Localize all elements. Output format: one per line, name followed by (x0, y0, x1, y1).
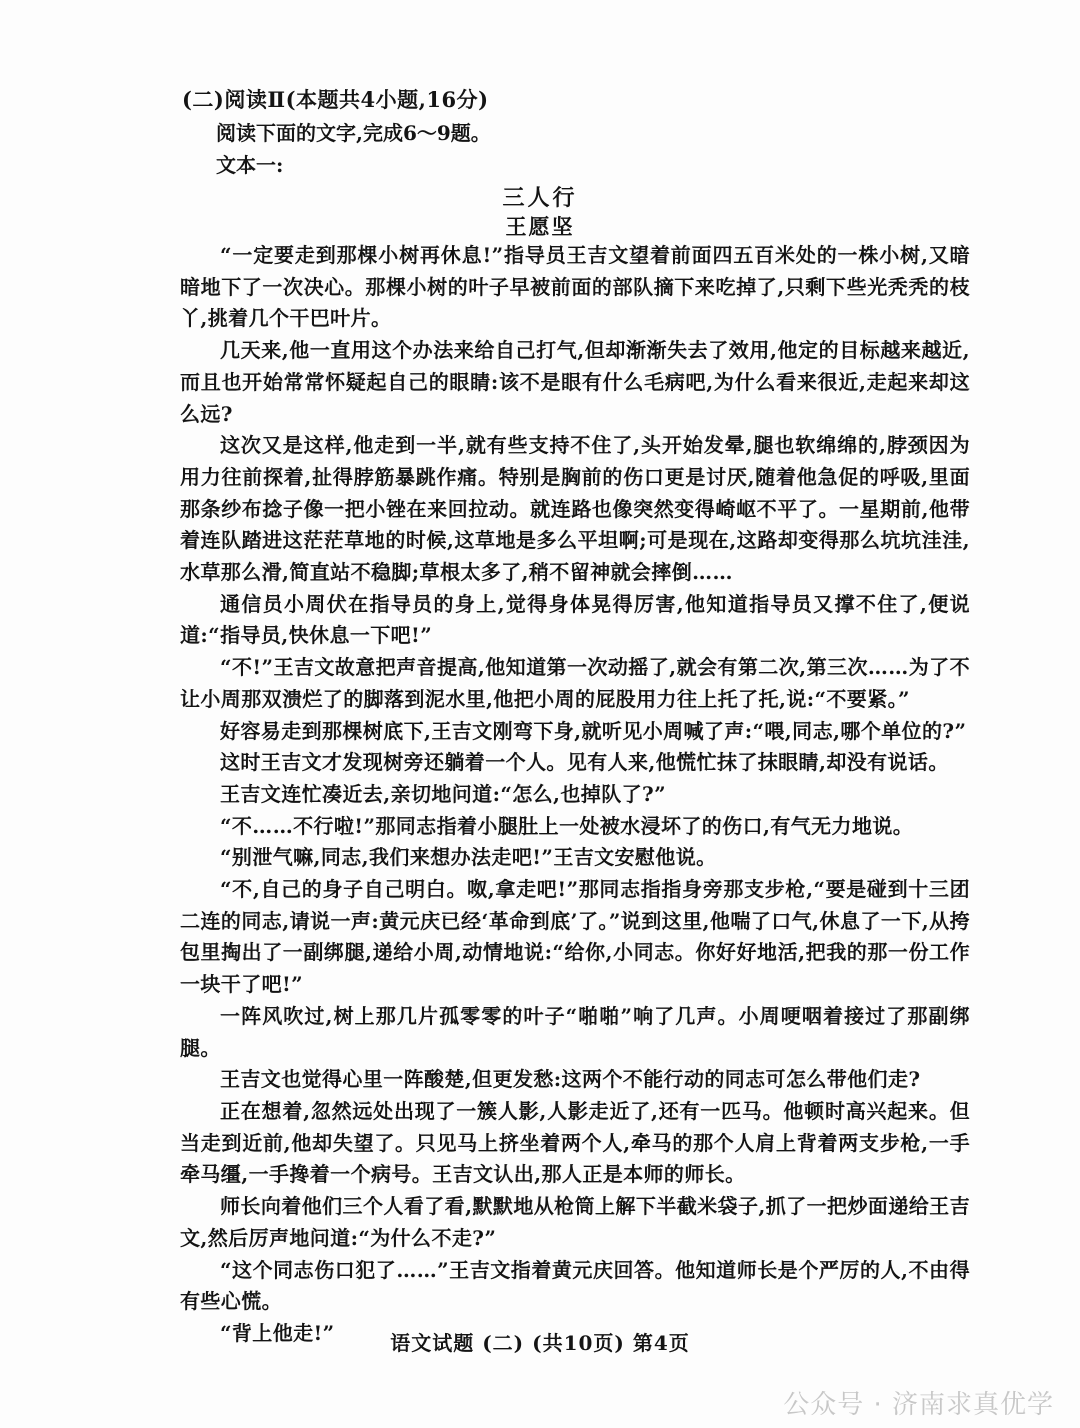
story-paragraph: “这个同志伤口犯了……”王吉文指着黄元庆回答。他知道师长是个严厉的人,不由得有些心慌。 (180, 1257, 970, 1314)
story-paragraph: “不!”王吉文故意把声音提高,他知道第一次动摇了,就会有第二次,第三次……为了不让小周那双溃烂了的脚落到泥水里,他把小周的屁股用力往上托了托,说:“不要紧。” (180, 655, 970, 711)
story-paragraph: 正在想着,忽然远处出现了一簇人影,人影走近了,还有一匹马。他顿时高兴起来。但当走到近前,他却失望了。只见马上挤坐着两个人,牵马的那个人肩上背着两支步枪,一手牵马缰,一手搀着一个病号。王吉文认出,那人正是本师的师长。 (180, 1098, 970, 1187)
reading-instruction: 阅读下面的文字,完成6～9题。 (216, 121, 491, 145)
story-author: 王愿坚 (505, 214, 575, 239)
story-paragraph: “别泄气嘛,同志,我们来想办法走吧!”王吉文安慰他说。 (220, 845, 717, 870)
story-paragraph: 师长向着他们三个人看了看,默默地从枪筒上解下半截米袋子,抓了一把炒面递给王吉文,然后厉声地问道:“为什么不走?” (180, 1194, 971, 1250)
story-paragraph: “不,自己的身子自己明白。呶,拿走吧!”那同志指指身旁那支步枪,“要是碰到十三团二连的同志,请说一声:黄元庆已经‘革命到底’了。”说到这里,他喘了口气,休息了一下,从挎包里掏出了一副绑腿,递给小周,动情地说:“给你,小同志。你好好地活,把我的那一份工作一块干了吧!” (180, 877, 970, 997)
story-paragraph: “一定要走到那棵小树再休息!”指导员王吉文望着前面四五百米处的一株小树,又暗暗地下了一次决心。那棵小树的叶子早被前面的部队摘下来吃掉了,只剩下些光秃秃的枝丫,挑着几个干巴叶片。 (180, 243, 970, 331)
story-paragraph: 通信员小周伏在指导员的身上,觉得身体晃得厉害,他知道指导员又撑不住了,便说道:“指导员,快休息一下吧!” (180, 591, 970, 648)
story-paragraph: 这时王吉文才发现树旁还躺着一个人。见有人来,他慌忙抹了抹眼睛,却没有说话。 (220, 750, 949, 775)
story-paragraph: 几天来,他一直用这个办法来给自己打气,但却渐渐失去了效用,他定的目标越来越近,而且也开始常常怀疑起自己的眼睛:该不是眼有什么毛病吧,为什么看来很近,走起来却这么远? (180, 338, 970, 426)
story-paragraph: 一阵风吹过,树上那几片孤零零的叶子“啪啪”响了几声。小周哽咽着接过了那副绑腿。 (180, 1003, 970, 1060)
story-title: 三人行 (502, 185, 578, 211)
story-paragraph: 王吉文连忙凑近去,亲切地问道:“怎么,也掉队了?” (220, 781, 667, 806)
watermark: 公众号 · 济南求真优学 (783, 1390, 1054, 1420)
story-paragraph: “不……不行啦!”那同志指着小腿肚上一处被水浸坏了的伤口,有气无力地说。 (220, 813, 914, 838)
page-footer: 语文试题 (二) (共10页) 第4页 (390, 1331, 690, 1355)
story-body (180, 240, 970, 1350)
story-paragraph: 好容易走到那棵树底下,王吉文刚弯下身,就听见小周喊了声:“喂,同志,哪个单位的?” (220, 718, 967, 743)
story-paragraph: 这次又是这样,他走到一半,就有些支持不住了,头开始发晕,腿也软绵绵的,脖颈因为用力往前探着,扯得脖筋暴跳作痛。特别是胸前的伤口更是讨厌,随着他急促的呼吸,里面那条纱布捻子像一把小锉在来回拉动。就连路也像突然变得崎岖不平了。一星期前,他带着连队踏进这茫茫草地的时候,这草地是多么平坦啊;可是现在,这路却变得那么坑坑洼洼,水草那么滑,简直站不稳脚;草根太多了,稍不留神就会摔倒…… (180, 433, 970, 585)
section-heading: (二)阅读Ⅱ(本题共4小题,16分) (182, 87, 489, 112)
text-label: 文本一: (216, 153, 284, 177)
story-paragraph: “背上他走!” (220, 1320, 335, 1345)
story-paragraph: 王吉文也觉得心里一阵酸楚,但更发愁:这两个不能行动的同志可怎么带他们走? (220, 1067, 921, 1092)
